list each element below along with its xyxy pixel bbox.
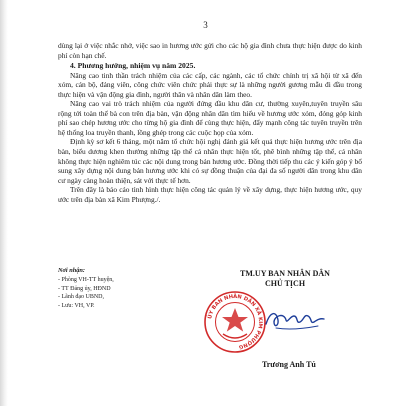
svg-text:ỦY BAN NHÂN DÂN XÃ KIM PHƯỢNG: ỦY BAN NHÂN DÂN XÃ KIM PHƯỢNG	[207, 293, 264, 350]
recipients-label: Nơi nhận:	[58, 267, 86, 274]
signing-title: CHỦ TỊCH	[264, 279, 306, 288]
section-heading-directions-2025: 4. Phương hướng, nhiệm vụ năm 2025.	[70, 61, 196, 71]
paragraph-continuation: dùng lại ở việc nhắc nhở, việc sao in hương ước gửi cho các hộ gia đình chưa thực hiện được do kinh phí còn hạn chế.	[58, 41, 362, 60]
recipient-item: - Lãnh đạo UBND,	[58, 294, 104, 301]
handwritten-signature-icon	[262, 306, 328, 334]
recipient-item: - Lưu: VH, VP.	[58, 303, 95, 310]
paragraph-conclusion: Trên đây là báo cáo tình hình thực hiện công tác quản lý về xây dựng, thực hiện hương ước, quy ước trên địa bàn xã Kim Phượng./.	[58, 185, 362, 204]
recipient-item: - Phòng VH-TT huyện,	[58, 276, 114, 283]
recipients-block	[58, 267, 178, 311]
paragraph-periodic-review: Định kỳ sơ kết 6 tháng, một năm tổ chức hội nghị đánh giá kết quả thực hiện hương ước trên địa bàn, biểu dương khen thưởng những tập thể cá nhân thực hiện tốt, phê bình những tập thể, cá nhân không thực hiện nghiêm túc các nội dung trong bản hương ước. Đồng thời tiếp thu các ý kiến góp ý bổ sung xây dựng nội dung bản hương ước khi có sự đồng thuận của đại đa số người dân trong khu dân cư ngày càng hoàn thiện, sát với thực tế hơn.	[58, 137, 362, 185]
recipients-list	[58, 276, 178, 311]
scan-edge-shadow	[0, 0, 8, 406]
paragraph-responsibility: Nâng cao tinh thần trách nhiệm của các cấp, các ngành, các tổ chức chính trị xã hội từ xã đến xóm, cán bộ, đảng viên, công chức viên chức phải thực sự là những người gương mẫu đi đầu trong thực hiện và vận động gia đình, người thân và nhân dân làm theo.	[58, 70, 362, 99]
official-seal-icon	[203, 290, 267, 354]
signing-organization: TM.UY BAN NHÂN DÂN	[240, 269, 330, 278]
report-body	[58, 41, 362, 204]
paragraph-community-leaders: Nâng cao vai trò trách nhiệm của người đứng đầu khu dân cư, thường xuyên,tuyên truyền sâu rộng tới toàn thể bà con trên địa bàn, vận động nhân dân tìm hiểu về hương ước xóm, đóng góp kinh phí sao chép hương ước cho từng hộ gia đình để cùng thực hiện, đẩy mạnh công tác tuyên truyền trên hệ thống loa truyền thanh, lồng ghép trong các cuộc họp của xóm.	[58, 99, 362, 137]
signature-header	[215, 269, 355, 289]
recipient-item: - TT Đảng ủy, HĐND	[58, 285, 111, 292]
page-number: 3	[203, 20, 208, 30]
signer-name: Trương Anh Tú	[262, 360, 316, 369]
